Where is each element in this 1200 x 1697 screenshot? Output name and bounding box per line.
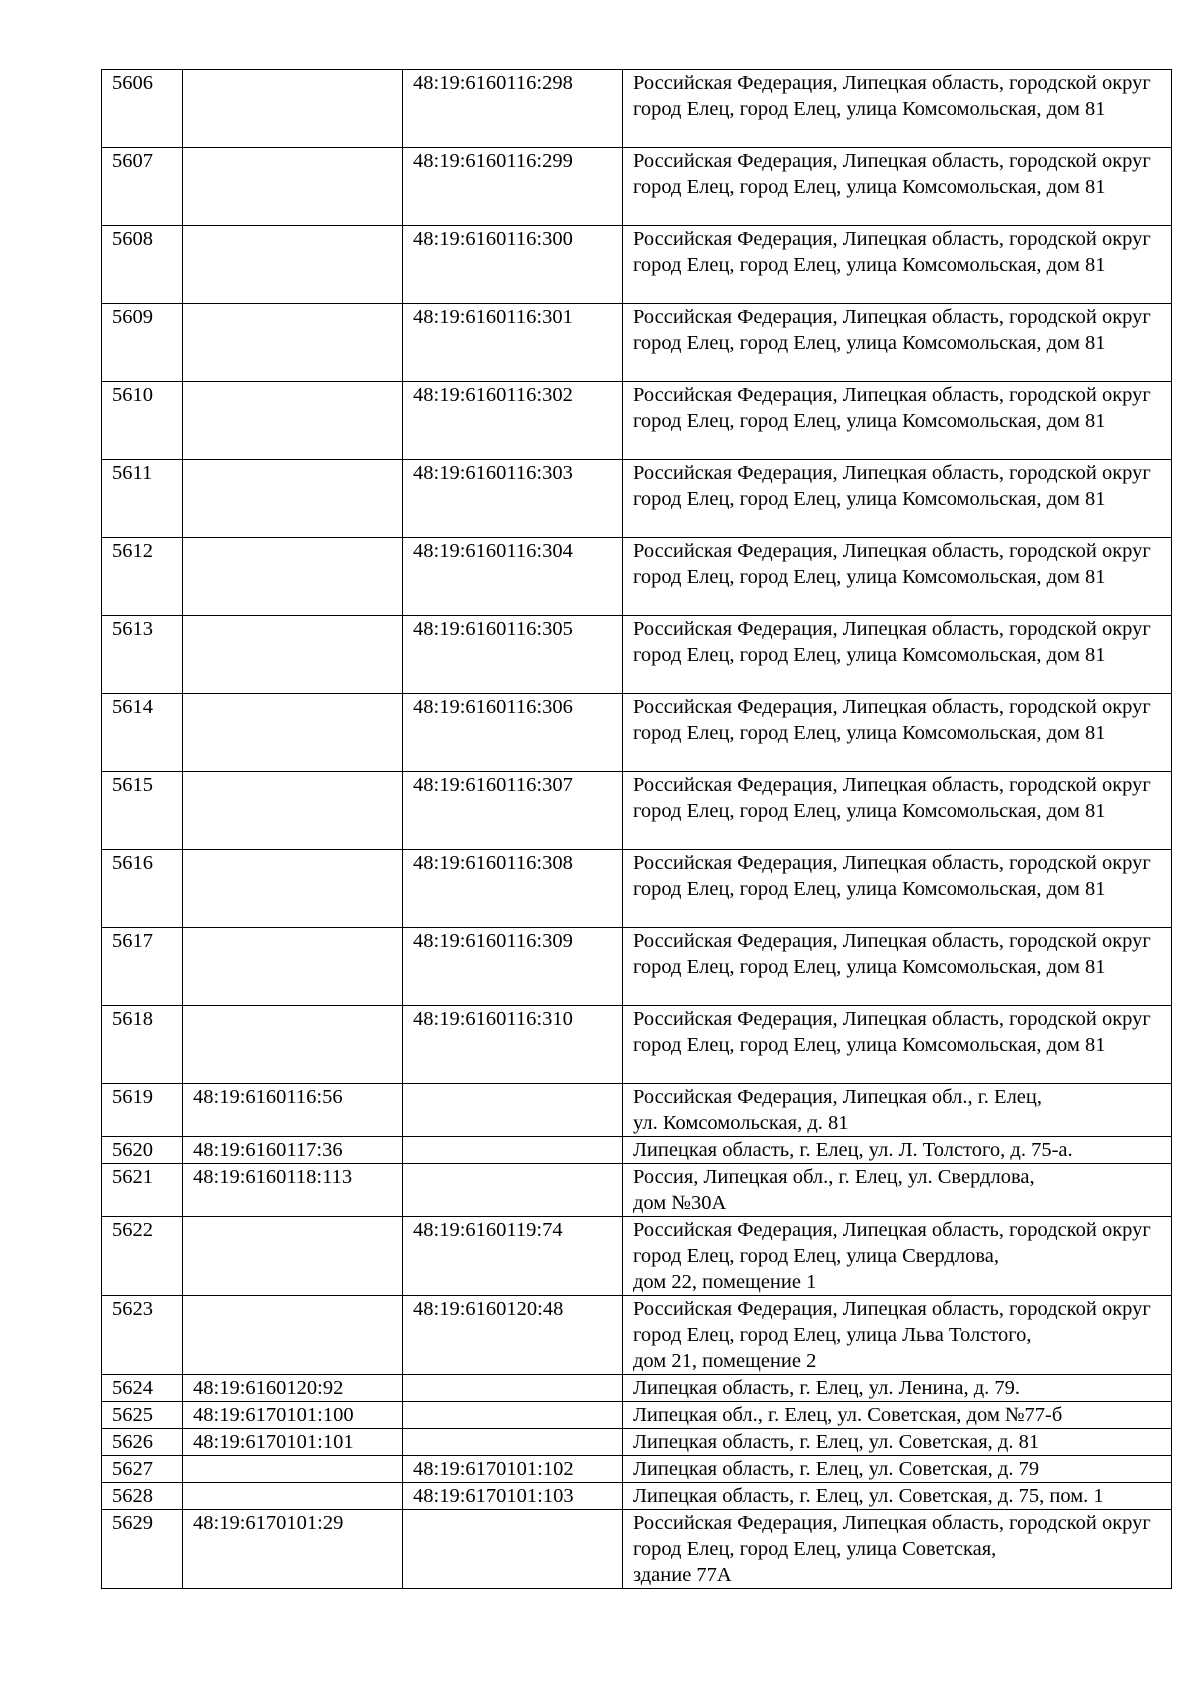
address-cell: Российская Федерация, Липецкая область, городской округ город Елец, город Елец, улица Комсомольская, дом 81: [623, 694, 1172, 772]
row-number-cell: 5620: [102, 1137, 183, 1164]
land-cadastral-cell: [183, 1456, 403, 1483]
land-cadastral-cell: [183, 694, 403, 772]
land-cadastral-cell: [183, 226, 403, 304]
table-row: [102, 616, 1172, 694]
table-row: [102, 1296, 1172, 1375]
row-number-cell: 5615: [102, 772, 183, 850]
row-number-cell: 5617: [102, 928, 183, 1006]
row-number-cell: 5627: [102, 1456, 183, 1483]
land-cadastral-cell: 48:19:6160116:56: [183, 1084, 403, 1137]
land-cadastral-cell: 48:19:6160118:113: [183, 1164, 403, 1217]
address-cell: Российская Федерация, Липецкая обл., г. Елец, ул. Комсомольская, д. 81: [623, 1084, 1172, 1137]
table-row: [102, 928, 1172, 1006]
table-row: [102, 1006, 1172, 1084]
row-number-cell: 5610: [102, 382, 183, 460]
land-cadastral-cell: 48:19:6170101:100: [183, 1402, 403, 1429]
object-cadastral-cell: 48:19:6160116:300: [403, 226, 623, 304]
object-cadastral-cell: [403, 1510, 623, 1589]
address-cell: Липецкая область, г. Елец, ул. Советская, д. 75, пом. 1: [623, 1483, 1172, 1510]
table-row: [102, 1375, 1172, 1402]
address-cell: Липецкая область, г. Елец, ул. Советская, д. 81: [623, 1429, 1172, 1456]
table-row: [102, 1084, 1172, 1137]
address-cell: Российская Федерация, Липецкая область, городской округ город Елец, город Елец, улица Комсомольская, дом 81: [623, 460, 1172, 538]
land-cadastral-cell: [183, 1217, 403, 1296]
object-cadastral-cell: 48:19:6160116:308: [403, 850, 623, 928]
table-row: [102, 850, 1172, 928]
object-cadastral-cell: 48:19:6160116:303: [403, 460, 623, 538]
object-cadastral-cell: 48:19:6160116:298: [403, 70, 623, 148]
table-body: [102, 70, 1172, 1589]
table-row: [102, 1483, 1172, 1510]
row-number-cell: 5612: [102, 538, 183, 616]
row-number-cell: 5614: [102, 694, 183, 772]
address-cell: Российская Федерация, Липецкая область, городской округ город Елец, город Елец, улица Комсомольская, дом 81: [623, 772, 1172, 850]
address-cell: Липецкая область, г. Елец, ул. Л. Толстого, д. 75-а.: [623, 1137, 1172, 1164]
row-number-cell: 5619: [102, 1084, 183, 1137]
table-row: [102, 538, 1172, 616]
land-cadastral-cell: [183, 772, 403, 850]
object-cadastral-cell: 48:19:6170101:102: [403, 1456, 623, 1483]
object-cadastral-cell: 48:19:6160116:309: [403, 928, 623, 1006]
table-row: [102, 460, 1172, 538]
object-cadastral-cell: [403, 1164, 623, 1217]
row-number-cell: 5626: [102, 1429, 183, 1456]
object-cadastral-cell: 48:19:6160116:306: [403, 694, 623, 772]
address-cell: Российская Федерация, Липецкая область, городской округ город Елец, город Елец, улица Советская, здание 77А: [623, 1510, 1172, 1589]
object-cadastral-cell: 48:19:6160116:304: [403, 538, 623, 616]
address-cell: Липецкая область, г. Елец, ул. Ленина, д. 79.: [623, 1375, 1172, 1402]
land-cadastral-cell: [183, 850, 403, 928]
land-cadastral-cell: 48:19:6170101:29: [183, 1510, 403, 1589]
address-cell: Российская Федерация, Липецкая область, городской округ город Елец, город Елец, улица Комсомольская, дом 81: [623, 538, 1172, 616]
object-cadastral-cell: 48:19:6160116:299: [403, 148, 623, 226]
land-cadastral-cell: 48:19:6160120:92: [183, 1375, 403, 1402]
table-row: [102, 694, 1172, 772]
row-number-cell: 5607: [102, 148, 183, 226]
object-cadastral-cell: 48:19:6160116:305: [403, 616, 623, 694]
table-row: [102, 1217, 1172, 1296]
land-cadastral-cell: 48:19:6170101:101: [183, 1429, 403, 1456]
table-row: [102, 226, 1172, 304]
land-cadastral-cell: [183, 382, 403, 460]
object-cadastral-cell: [403, 1137, 623, 1164]
table-row: [102, 1510, 1172, 1589]
row-number-cell: 5618: [102, 1006, 183, 1084]
row-number-cell: 5613: [102, 616, 183, 694]
address-cell: Липецкая обл., г. Елец, ул. Советская, дом №77-б: [623, 1402, 1172, 1429]
address-cell: Липецкая область, г. Елец, ул. Советская, д. 79: [623, 1456, 1172, 1483]
address-cell: Российская Федерация, Липецкая область, городской округ город Елец, город Елец, улица Комсомольская, дом 81: [623, 70, 1172, 148]
object-cadastral-cell: [403, 1429, 623, 1456]
address-cell: Российская Федерация, Липецкая область, городской округ город Елец, город Елец, улица Комсомольская, дом 81: [623, 928, 1172, 1006]
registry-table: [101, 69, 1172, 1589]
address-cell: Российская Федерация, Липецкая область, городской округ город Елец, город Елец, улица Комсомольская, дом 81: [623, 226, 1172, 304]
object-cadastral-cell: 48:19:6160120:48: [403, 1296, 623, 1375]
address-cell: Российская Федерация, Липецкая область, городской округ город Елец, город Елец, улица Свердлова, дом 22, помещение 1: [623, 1217, 1172, 1296]
object-cadastral-cell: 48:19:6160116:307: [403, 772, 623, 850]
table-row: [102, 148, 1172, 226]
address-cell: Российская Федерация, Липецкая область, городской округ город Елец, город Елец, улица Комсомольская, дом 81: [623, 616, 1172, 694]
table-row: [102, 1456, 1172, 1483]
row-number-cell: 5624: [102, 1375, 183, 1402]
object-cadastral-cell: 48:19:6160119:74: [403, 1217, 623, 1296]
address-cell: Российская Федерация, Липецкая область, городской округ город Елец, город Елец, улица Комсомольская, дом 81: [623, 1006, 1172, 1084]
row-number-cell: 5611: [102, 460, 183, 538]
land-cadastral-cell: [183, 1006, 403, 1084]
land-cadastral-cell: [183, 1483, 403, 1510]
table-row: [102, 382, 1172, 460]
object-cadastral-cell: [403, 1084, 623, 1137]
table-row: [102, 1164, 1172, 1217]
table-row: [102, 1402, 1172, 1429]
address-cell: Российская Федерация, Липецкая область, городской округ город Елец, город Елец, улица Комсомольская, дом 81: [623, 382, 1172, 460]
row-number-cell: 5623: [102, 1296, 183, 1375]
land-cadastral-cell: [183, 460, 403, 538]
row-number-cell: 5628: [102, 1483, 183, 1510]
row-number-cell: 5621: [102, 1164, 183, 1217]
land-cadastral-cell: [183, 616, 403, 694]
address-cell: Российская Федерация, Липецкая область, городской округ город Елец, город Елец, улица Комсомольская, дом 81: [623, 304, 1172, 382]
row-number-cell: 5616: [102, 850, 183, 928]
object-cadastral-cell: 48:19:6160116:301: [403, 304, 623, 382]
table-row: [102, 772, 1172, 850]
land-cadastral-cell: [183, 538, 403, 616]
object-cadastral-cell: 48:19:6160116:310: [403, 1006, 623, 1084]
row-number-cell: 5622: [102, 1217, 183, 1296]
row-number-cell: 5608: [102, 226, 183, 304]
land-cadastral-cell: [183, 70, 403, 148]
object-cadastral-cell: [403, 1402, 623, 1429]
land-cadastral-cell: [183, 148, 403, 226]
table-row: [102, 1137, 1172, 1164]
row-number-cell: 5606: [102, 70, 183, 148]
address-cell: Российская Федерация, Липецкая область, городской округ город Елец, город Елец, улица Льва Толстого, дом 21, помещение 2: [623, 1296, 1172, 1375]
land-cadastral-cell: [183, 304, 403, 382]
row-number-cell: 5625: [102, 1402, 183, 1429]
table-row: [102, 1429, 1172, 1456]
land-cadastral-cell: 48:19:6160117:36: [183, 1137, 403, 1164]
row-number-cell: 5609: [102, 304, 183, 382]
object-cadastral-cell: [403, 1375, 623, 1402]
object-cadastral-cell: 48:19:6160116:302: [403, 382, 623, 460]
address-cell: Российская Федерация, Липецкая область, городской округ город Елец, город Елец, улица Комсомольская, дом 81: [623, 850, 1172, 928]
address-cell: Российская Федерация, Липецкая область, городской округ город Елец, город Елец, улица Комсомольская, дом 81: [623, 148, 1172, 226]
row-number-cell: 5629: [102, 1510, 183, 1589]
land-cadastral-cell: [183, 1296, 403, 1375]
land-cadastral-cell: [183, 928, 403, 1006]
table-row: [102, 70, 1172, 148]
object-cadastral-cell: 48:19:6170101:103: [403, 1483, 623, 1510]
address-cell: Россия, Липецкая обл., г. Елец, ул. Свердлова, дом №30А: [623, 1164, 1172, 1217]
table-row: [102, 304, 1172, 382]
